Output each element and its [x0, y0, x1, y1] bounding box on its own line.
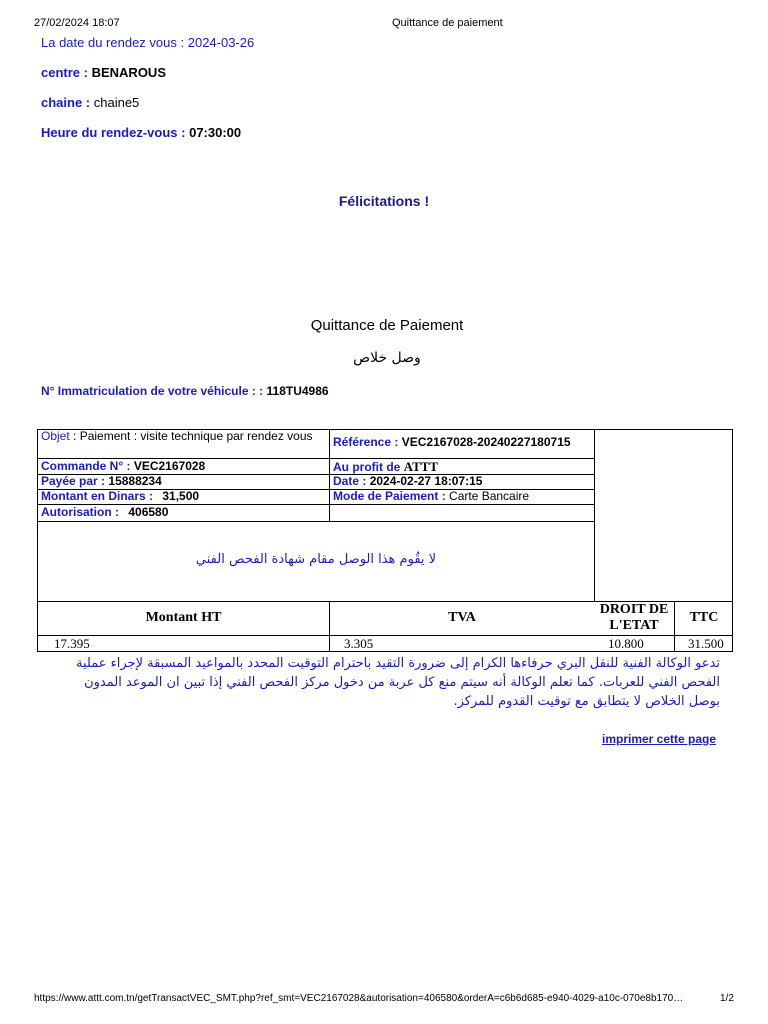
commande-value: VEC2167028 [133, 460, 206, 473]
centre-value: BENAROUS [91, 65, 166, 80]
value-tva: 3.305 [344, 636, 374, 651]
header-droit-line1: DROIT DE [599, 602, 669, 617]
table-notice-ar: لا يقُوم هذا الوصل مقام شهادة الفحص الفني [195, 552, 437, 567]
divider [594, 429, 595, 601]
arabic-notice-line3: بوصل الخلاص لا يتطابق مع توقيت القدوم للمركز. [453, 694, 720, 709]
value-droit: 10.800 [608, 636, 644, 651]
appointment-date-value: 2024-03-26 [187, 35, 255, 50]
mode-label: Mode de Paiement : [333, 490, 446, 503]
divider [37, 521, 594, 522]
commande-cell [38, 460, 328, 474]
receipt-title-ar: وصل خلاص [353, 350, 421, 366]
print-title: Quittance de paiement [392, 17, 503, 29]
header-montant-ht: Montant HT [145, 610, 222, 625]
divider [329, 601, 330, 652]
montant-value: 31,500 [162, 490, 200, 503]
mode-cell [330, 490, 593, 504]
date-value: 2024-02-27 18:07:15 [369, 475, 483, 488]
divider [37, 504, 594, 505]
divider [674, 601, 675, 652]
autorisation-value: 406580 [128, 506, 169, 519]
divider [37, 458, 594, 459]
montant-label: Montant en Dinars : [41, 490, 154, 503]
print-link-wrap [602, 730, 716, 748]
objet-value: : Paiement : visite technique par rendez vous [73, 430, 313, 443]
commande-label: Commande N° : [41, 460, 131, 473]
centre-label: centre : [41, 65, 88, 80]
header-droit-line2: L'ETAT [609, 618, 659, 633]
profit-label: Au profit de [333, 460, 401, 474]
date-cell [330, 475, 593, 489]
value-ht: 17.395 [54, 636, 90, 651]
arabic-notice [40, 654, 720, 711]
reference-value: VEC2167028-20240227180715 [401, 436, 571, 449]
appointment-chaine [41, 95, 139, 110]
payee-cell [38, 475, 328, 489]
chaine-value: chaine5 [93, 95, 140, 110]
appointment-centre [41, 65, 166, 80]
date-label: Date : [333, 475, 367, 488]
appointment-hour [41, 125, 241, 140]
payee-value: 15888234 [108, 475, 162, 488]
print-page-link[interactable]: imprimer cette page [602, 732, 717, 746]
profit-value: ATTT [403, 460, 439, 474]
reference-label: Référence : [333, 436, 399, 449]
autorisation-label: Autorisation : [41, 506, 119, 519]
hour-label: Heure du rendez-vous : [41, 125, 186, 140]
print-footer-page: 1/2 [720, 993, 734, 1004]
print-datetime: 27/02/2024 18:07 [34, 17, 120, 29]
objet-label: Objet [41, 430, 70, 443]
appointment-date-label: La date du rendez vous : [41, 35, 185, 50]
profit-cell [330, 460, 593, 474]
congrats-message: Félicitations ! [338, 193, 430, 209]
plate-label: N° Immatriculation de votre véhicule : : [41, 384, 264, 398]
vehicle-plate [41, 384, 329, 398]
arabic-notice-line1: تدعو الوكالة الفنية للنقل البري حرفاءها الكرام إلى ضرورة التقيد باحترام التوقيت المحدد بالمواعيد المسبقة لإجراء عملية [76, 656, 720, 671]
print-footer-url: https://www.attt.com.tn/getTransactVEC_SMT.php?ref_smt=VEC2167028&autorisation=406580&orderA=c6b6d685-e940-4029-a10c-070e8b170… [34, 993, 684, 1004]
appointment-date [41, 35, 254, 50]
arabic-notice-line2: الفحص الفني للعربات. كما تعلم الوكالة أنه سيتم منع كل عربة من دخول مركز الفحص الفني إذا تبين ان الموعد المدون [84, 675, 720, 690]
receipt-title: Quittance de Paiement [310, 317, 464, 334]
montant-cell [38, 490, 328, 504]
chaine-label: chaine : [41, 95, 91, 110]
value-ttc: 31.500 [688, 636, 724, 651]
payee-label: Payée par : [41, 475, 106, 488]
autorisation-cell [38, 506, 328, 521]
plate-value: 118TU4986 [266, 384, 329, 398]
header-droit-etat [594, 602, 674, 634]
header-tva: TVA [448, 610, 476, 625]
header-ttc: TTC [689, 610, 719, 625]
reference-cell [330, 436, 593, 452]
mode-value: Carte Bancaire [449, 490, 530, 503]
objet-cell [38, 430, 328, 458]
hour-value: 07:30:00 [189, 125, 242, 140]
